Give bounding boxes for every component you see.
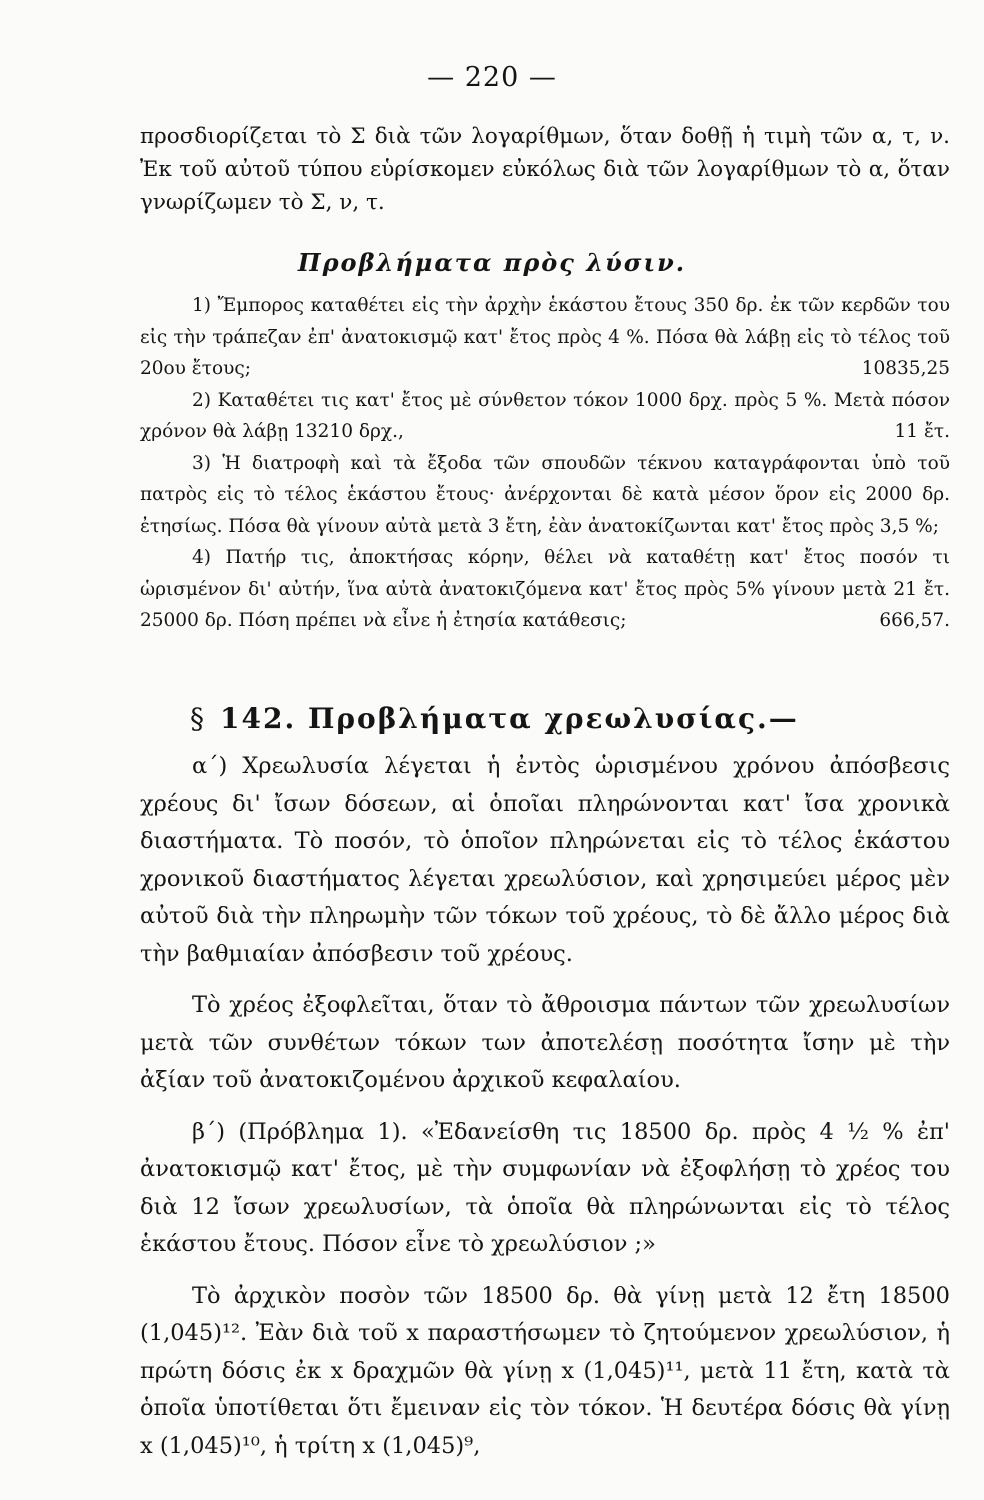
section-body [140,748,950,1465]
calculation-paragraph: Τὸ ἀρχικὸν ποσὸν τῶν 18500 δρ. θὰ γίνῃ μετὰ 12 ἔτη 18500 (1,045)¹². Ἐὰν διὰ τοῦ x παραστήσωμεν τὸ ζητούμενον χρεωλύσιον, ἡ πρώτη δόσις ἐκ x δραχμῶν θὰ γίνῃ x (1,045)¹¹, μετὰ 11 ἔτη, κατὰ τὰ ὁποῖα ὑποτίθεται ὅτι ἔμειναν εἰς τὸν τόκον. Ἡ δευτέρα δόσις θὰ γίνῃ x (1,045)¹⁰, ἡ τρίτη x (1,045)⁹, [140,1282,950,1459]
problem-answer: 10835,25 [861,358,950,379]
problem-answer: 11 ἔτ. [894,421,950,442]
section-number: 142. [220,702,297,735]
section-symbol: § [190,702,206,735]
problem-item [140,385,950,448]
problem-text: Καταθέτει τις κατ' ἔτος μὲ σύνθετον τόκον 1000 δρχ. πρὸς 5 %. Μετὰ πόσον χρόνον θὰ λάβῃ 13210 δρχ., [140,389,950,442]
section-title: Προβλήματα χρεωλυσίας.— [307,702,799,735]
page-number: — 220 — [427,62,557,93]
problem-item [140,542,950,637]
intro-paragraph: προσδιορίζεται τὸ Σ διὰ τῶν λογαρίθμων, ὅταν δοθῇ ἡ τιμὴ τῶν α, τ, ν. Ἐκ τοῦ αὐτοῦ τύπου εὑρίσκομεν εὐκόλως διὰ τῶν λογαρίθμων τὸ α, ὅταν γνωρίζωμεν τὸ Σ, ν, τ. [140,124,950,215]
problem-answer: 666,57. [879,610,950,631]
problems-heading: Προβλήματα πρὸς λύσιν. [297,248,687,277]
problem-text: Πατήρ τις, ἀποκτήσας κόρην, θέλει νὰ καταθέτῃ κατ' ἔτος ποσόν τι ὡρισμένον δι' αὐτήν, ἵνα αὐτὰ ἀνατοκιζόμενα κατ' ἔτος πρὸς 5% γίνουν μετὰ 21 ἔτ. 25000 δρ. Πόση πρέπει νὰ εἶνε ἡ ἐτησία κατάθεσις; [140,547,950,631]
problem-text: Ἡ διατροφὴ καὶ τὰ ἔξοδα τῶν σπουδῶν τέκνου καταγράφονται ὑπὸ τοῦ πατρὸς εἰς τὸ τέλος ἑκάστου ἔτους· ἀνέρχονται δὲ κατὰ μέσον ὅρον εἰς 2000 δρ. ἐτησίως. Πόσα θὰ γίνουν αὐτὰ μετὰ 3 ἔτη, ἐὰν ἀνατοκίζωνται κατ' ἔτος πρὸς 3,5 %; [140,452,950,537]
section-heading [190,702,799,735]
problems-list [140,290,950,637]
problem-number: 3) [192,452,211,474]
problem-text: Ἔμπορος καταθέτει εἰς τὴν ἀρχὴν ἑκάστου ἔτους 350 δρ. ἐκ τῶν κερδῶν του εἰς τὴν τράπεζαν ἐπ' ἀνατοκισμῷ κατ' ἔτος πρὸς 4 %. Πόσα θὰ λάβῃ εἰς τὸ τέλος τοῦ 20ου ἔτους; [140,295,950,379]
problem-item [140,448,950,543]
problem-number: 2) [192,389,211,411]
intro-paragraph-block [140,120,950,219]
problem-number: 1) [192,295,211,316]
repayment-paragraph: Τὸ χρέος ἐξοφλεῖται, ὅταν τὸ ἄθροισμα πάντων τῶν χρεωλυσίων μετὰ τῶν συνθέτων τόκων των ἀποτελέσῃ ποσότητα ἴσην μὲ τὴν ἀξίαν τοῦ ἀνατοκιζομένου ἀρχικοῦ κεφαλαίου. [140,992,950,1093]
problem-item [140,290,950,385]
problem-statement-paragraph: β΄) (Πρόβλημα 1). «Ἐδανείσθη τις 18500 δρ. πρὸς 4 ½ % ἐπ' ἀνατοκισμῷ κατ' ἔτος, μὲ τὴν συμφωνίαν νὰ ἐξοφλήσῃ τὸ χρέος του διὰ 12 ἴσων χρεωλυσίων, τὰ ὁποῖα θὰ πληρώνωνται εἰς τὸ τέλος ἑκάστου ἔτους. Πόσον εἶνε τὸ χρεωλύσιον ;» [140,1118,950,1257]
problem-number: 4) [192,547,211,568]
definition-paragraph: α΄) Χρεωλυσία λέγεται ἡ ἐντὸς ὡρισμένου χρόνου ἀπόσβεσις χρέους δι' ἴσων δόσεων, αἱ ὁποῖαι πληρώνονται κατ' ἴσα χρονικὰ διαστήματα. Τὸ ποσόν, τὸ ὁποῖον πληρώνεται εἰς τὸ τέλος ἑκάστου χρονικοῦ διαστήματος λέγεται χρεωλύσιον, καὶ χρησιμεύει μέρος μὲν αὐτοῦ διὰ τὴν πληρωμὴν τῶν τόκων τοῦ χρέους, τὸ δὲ ἄλλο μέρος διὰ τὴν βαθμιαίαν ἀπόσβεσιν τοῦ χρέους. [140,753,950,967]
